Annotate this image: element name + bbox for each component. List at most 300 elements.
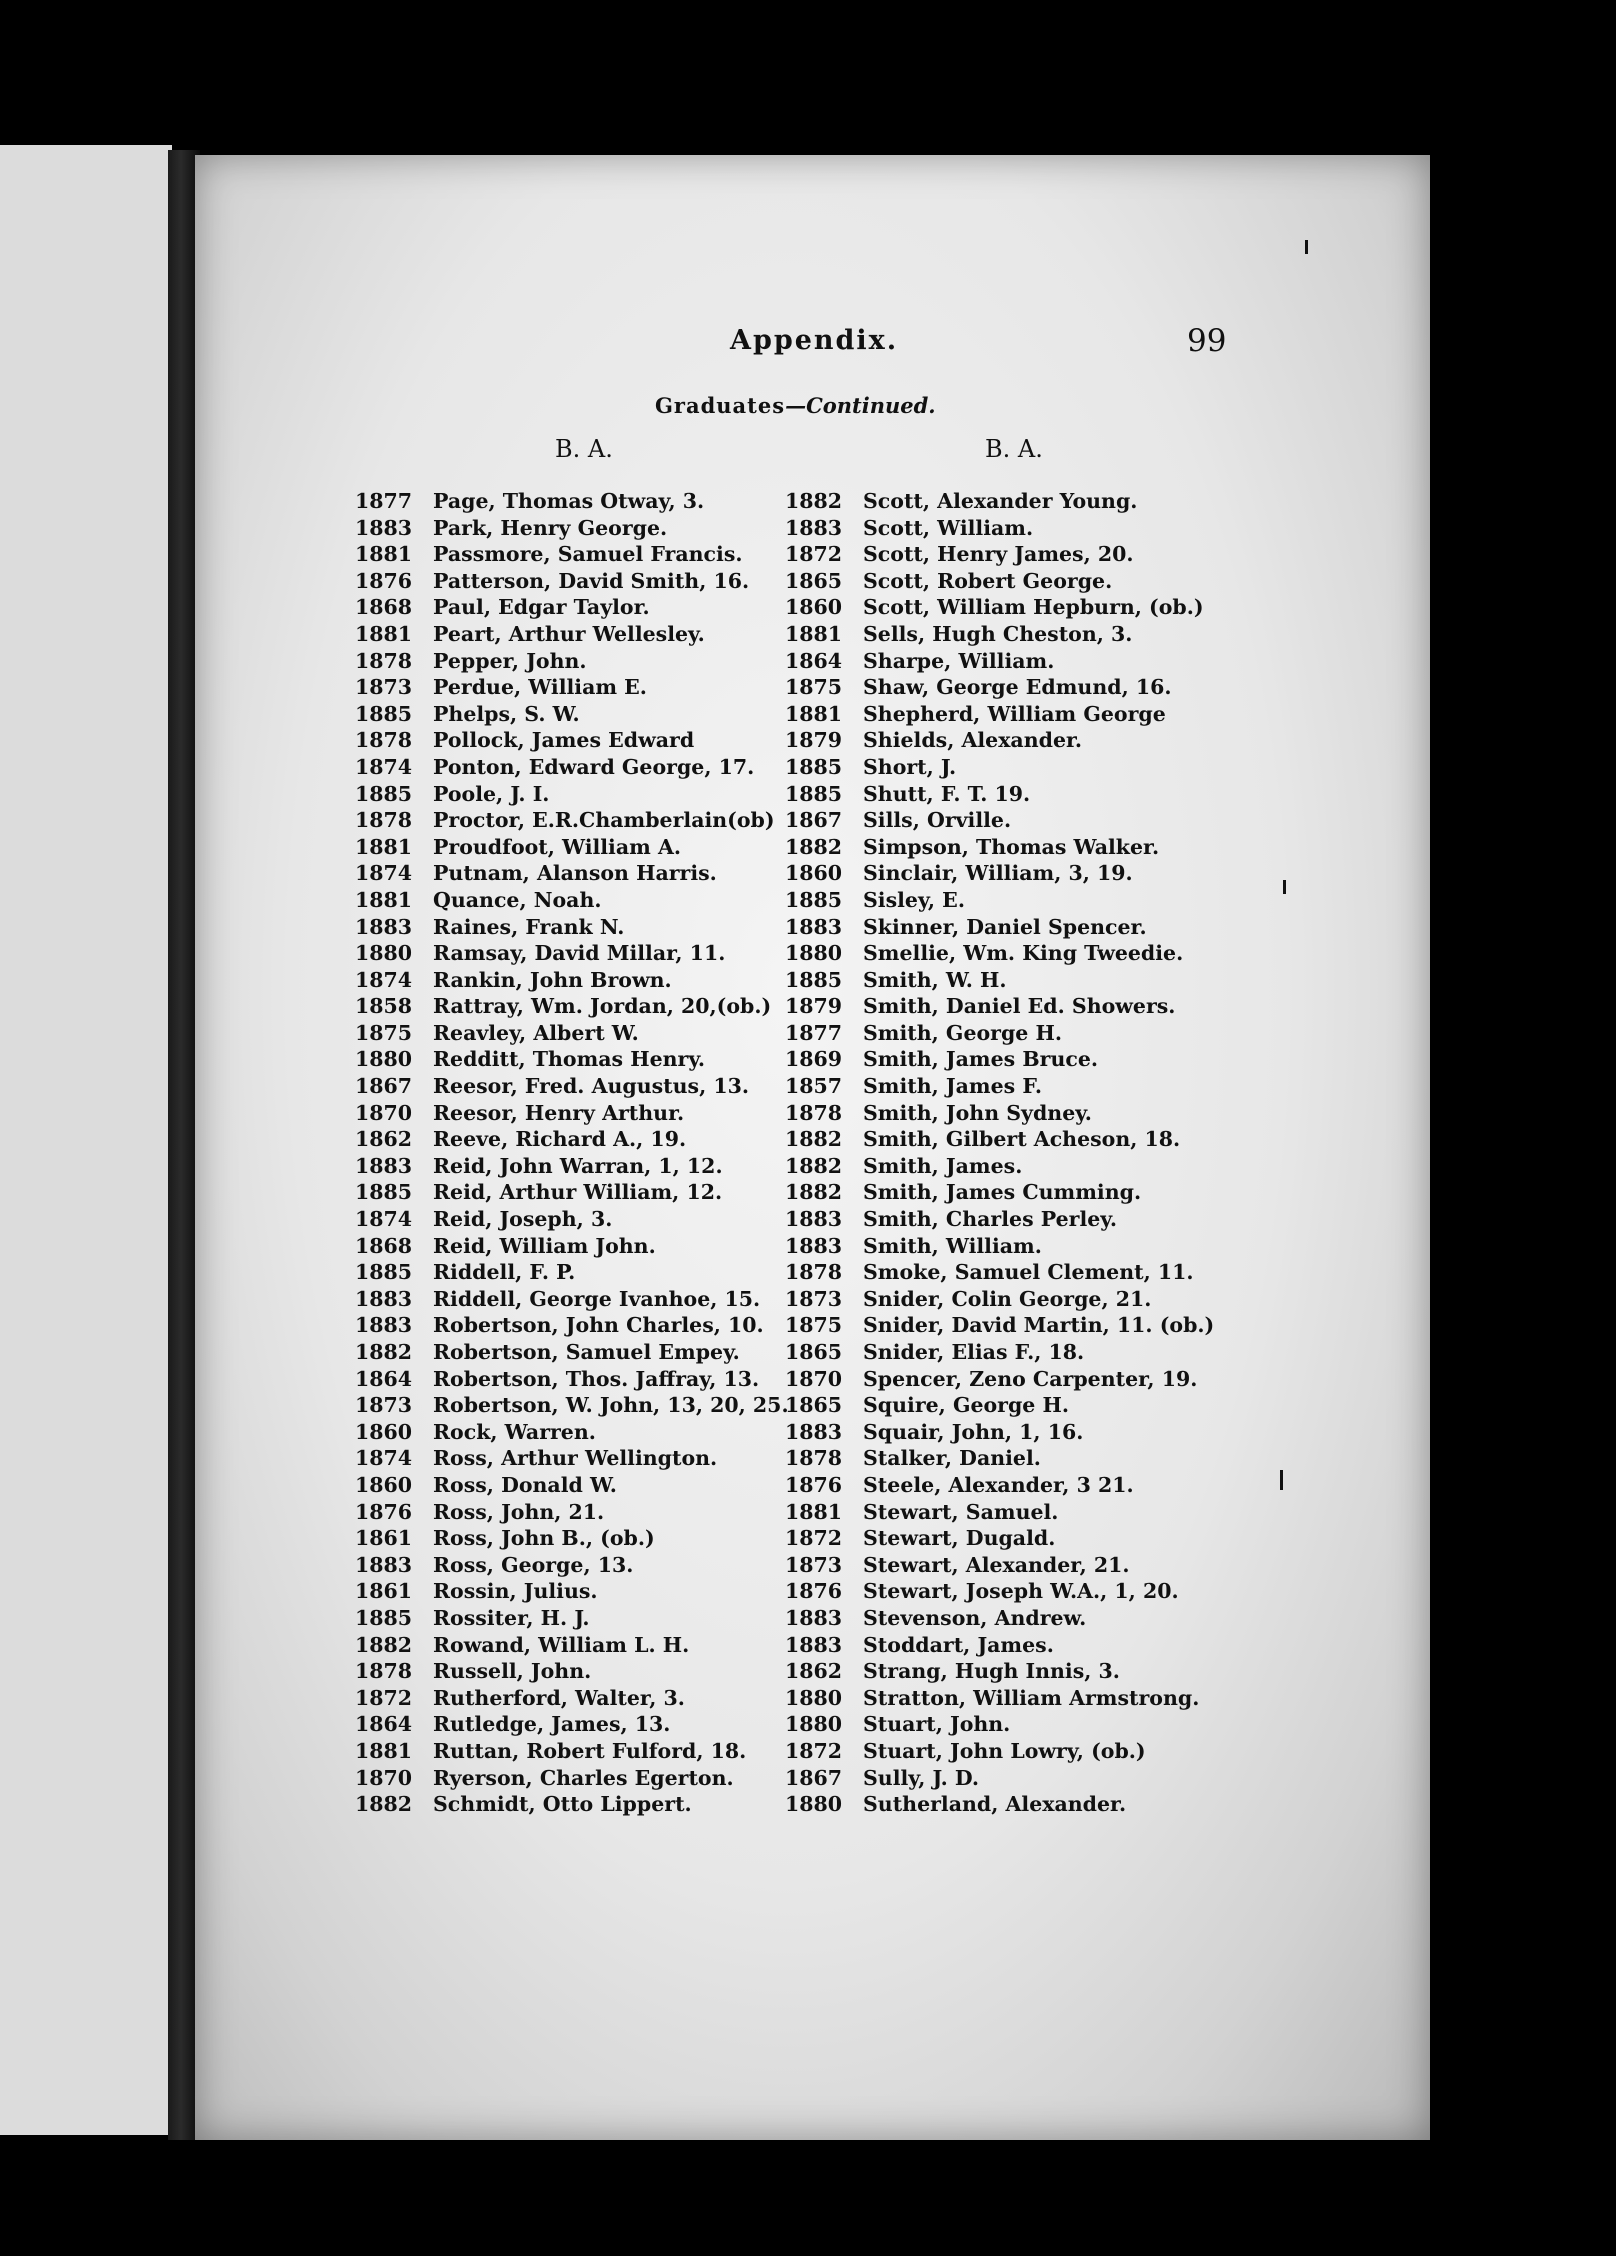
section-heading <box>655 393 936 418</box>
graduate-entry <box>355 1658 789 1685</box>
graduation-year: 1880 <box>355 941 413 966</box>
graduate-name: Raines, Frank N. <box>433 914 625 939</box>
graduate-name: Reeve, Richard A., 19. <box>433 1127 687 1152</box>
graduate-name: Reesor, Henry Arthur. <box>433 1100 685 1125</box>
graduation-year: 1857 <box>785 1074 843 1099</box>
graduation-year: 1861 <box>355 1579 413 1604</box>
graduate-entry <box>785 1578 1214 1605</box>
graduation-year: 1885 <box>785 754 843 779</box>
graduation-year: 1860 <box>785 595 843 620</box>
graduation-year: 1872 <box>355 1685 413 1710</box>
graduate-name: Robertson, Samuel Empey. <box>433 1340 740 1364</box>
graduate-name: Proctor, E.R.Chamberlain(ob) <box>433 808 775 833</box>
graduate-name: Page, Thomas Otway, 3. <box>433 489 705 513</box>
graduation-year: 1882 <box>355 1792 413 1817</box>
graduation-year: 1874 <box>355 861 413 886</box>
graduation-year: 1873 <box>785 1552 843 1577</box>
graduation-year: 1883 <box>785 1233 843 1258</box>
graduate-entry <box>355 1046 789 1073</box>
section-heading-title: Graduates <box>655 393 786 418</box>
graduate-entry <box>785 1445 1214 1472</box>
graduate-entry <box>785 754 1214 781</box>
graduate-name: Smith, John Sydney. <box>863 1100 1092 1125</box>
graduation-year: 1878 <box>785 1100 843 1125</box>
graduate-name: Reid, John Warran, 1, 12. <box>433 1153 723 1178</box>
graduation-year: 1883 <box>785 1605 843 1630</box>
graduate-name: Russell, John. <box>433 1659 592 1684</box>
graduation-year: 1862 <box>355 1127 413 1152</box>
graduate-name: Sells, Hugh Cheston, 3. <box>863 621 1133 646</box>
graduate-entry <box>785 621 1214 648</box>
graduation-year: 1864 <box>785 648 843 673</box>
graduate-name: Snider, Colin George, 21. <box>863 1286 1152 1311</box>
graduation-year: 1858 <box>355 994 413 1019</box>
graduation-year: 1872 <box>785 542 843 567</box>
graduate-entry <box>355 1578 789 1605</box>
graduate-name: Paul, Edgar Taylor. <box>433 595 650 620</box>
graduate-name: Ross, Donald W. <box>433 1472 617 1497</box>
graduate-name: Ross, Arthur Wellington. <box>433 1446 718 1471</box>
graduate-entry <box>355 515 789 542</box>
graduate-name: Peart, Arthur Wellesley. <box>433 621 705 646</box>
graduate-name: Stuart, John Lowry, (ob.) <box>863 1738 1146 1763</box>
graduate-name: Rankin, John Brown. <box>433 967 672 992</box>
left-column-heading: B. A. <box>555 435 613 463</box>
graduation-year: 1874 <box>355 1446 413 1471</box>
graduate-entry <box>355 887 789 914</box>
graduate-name: Sully, J. D. <box>863 1765 980 1790</box>
graduate-name: Stuart, John. <box>863 1712 1011 1737</box>
graduate-entry <box>355 967 789 994</box>
graduate-name: Smith, Gilbert Acheson, 18. <box>863 1127 1181 1152</box>
graduation-year: 1879 <box>785 728 843 753</box>
graduation-year: 1878 <box>355 1659 413 1684</box>
graduate-entry <box>785 860 1214 887</box>
graduation-year: 1878 <box>785 1260 843 1285</box>
graduate-name: Scott, William Hepburn, (ob.) <box>863 595 1204 620</box>
graduate-entry <box>355 1286 789 1313</box>
graduate-entry <box>355 568 789 595</box>
graduate-entry <box>355 1738 789 1765</box>
graduate-entry <box>355 1366 789 1393</box>
graduation-year: 1875 <box>355 1020 413 1045</box>
graduate-name: Ponton, Edward George, 17. <box>433 754 755 779</box>
graduation-year: 1865 <box>785 1393 843 1418</box>
graduation-year: 1883 <box>785 1207 843 1232</box>
graduate-name: Shaw, George Edmund, 16. <box>863 675 1172 700</box>
graduation-year: 1882 <box>785 1127 843 1152</box>
graduate-name: Passmore, Samuel Francis. <box>433 542 743 567</box>
graduation-year: 1882 <box>785 1180 843 1205</box>
graduation-year: 1874 <box>355 1207 413 1232</box>
graduation-year: 1880 <box>785 1685 843 1710</box>
facing-page-edge <box>0 145 172 2135</box>
graduate-name: Snider, David Martin, 11. (ob.) <box>863 1313 1215 1338</box>
graduate-name: Strang, Hugh Innis, 3. <box>863 1659 1120 1684</box>
graduation-year: 1876 <box>355 1499 413 1524</box>
graduate-name: Stoddart, James. <box>863 1632 1054 1657</box>
graduate-name: Smith, Charles Perley. <box>863 1207 1117 1232</box>
graduate-name: Sisley, E. <box>863 887 965 912</box>
graduate-name: Perdue, William E. <box>433 675 647 700</box>
graduation-year: 1876 <box>785 1579 843 1604</box>
graduation-year: 1870 <box>355 1100 413 1125</box>
graduate-entry <box>785 1153 1214 1180</box>
graduation-year: 1875 <box>785 675 843 700</box>
graduation-year: 1878 <box>785 1446 843 1471</box>
graduate-name: Smith, James Cumming. <box>863 1180 1142 1205</box>
graduate-name: Smith, William. <box>863 1233 1042 1258</box>
graduate-entry <box>785 1126 1214 1153</box>
graduate-entry <box>785 781 1214 808</box>
graduate-name: Scott, Alexander Young. <box>863 489 1138 513</box>
graduate-name: Stalker, Daniel. <box>863 1446 1041 1471</box>
graduate-entry <box>785 674 1214 701</box>
graduation-year: 1865 <box>785 568 843 593</box>
graduate-entry <box>355 1525 789 1552</box>
graduation-year: 1876 <box>785 1472 843 1497</box>
graduate-name: Scott, Robert George. <box>863 568 1113 593</box>
graduate-entry <box>785 967 1214 994</box>
graduation-year: 1882 <box>785 1153 843 1178</box>
graduate-name: Park, Henry George. <box>433 515 668 540</box>
graduate-name: Quance, Noah. <box>433 887 602 912</box>
graduate-entry <box>785 993 1214 1020</box>
left-column-list <box>355 488 789 1818</box>
graduate-entry <box>355 1419 789 1446</box>
graduate-entry <box>785 701 1214 728</box>
graduation-year: 1878 <box>355 728 413 753</box>
graduation-year: 1877 <box>785 1020 843 1045</box>
graduate-name: Shutt, F. T. 19. <box>863 781 1031 806</box>
running-head <box>195 325 1430 365</box>
graduate-name: Robertson, John Charles, 10. <box>433 1313 764 1338</box>
graduate-name: Stewart, Dugald. <box>863 1526 1056 1551</box>
graduate-name: Reavley, Albert W. <box>433 1020 639 1045</box>
graduate-name: Reid, Arthur William, 12. <box>433 1180 723 1205</box>
graduate-entry <box>355 1765 789 1792</box>
graduate-entry <box>785 1100 1214 1127</box>
graduate-name: Ross, John B., (ob.) <box>433 1526 655 1551</box>
graduation-year: 1880 <box>785 1712 843 1737</box>
graduate-name: Reid, William John. <box>433 1233 656 1258</box>
graduation-year: 1868 <box>355 595 413 620</box>
graduation-year: 1873 <box>785 1286 843 1311</box>
graduate-entry <box>785 1791 1214 1818</box>
graduation-year: 1881 <box>355 542 413 567</box>
graduate-name: Rossiter, H. J. <box>433 1605 590 1630</box>
graduation-year: 1861 <box>355 1526 413 1551</box>
graduate-name: Pepper, John. <box>433 648 587 673</box>
graduate-name: Reid, Joseph, 3. <box>433 1207 613 1232</box>
graduate-entry <box>785 1419 1214 1446</box>
graduation-year: 1882 <box>785 489 843 513</box>
graduation-year: 1870 <box>785 1366 843 1391</box>
graduate-entry <box>355 940 789 967</box>
graduation-year: 1885 <box>355 1260 413 1285</box>
graduate-name: Reesor, Fred. Augustus, 13. <box>433 1074 750 1099</box>
graduation-year: 1875 <box>785 1313 843 1338</box>
graduation-year: 1881 <box>355 834 413 859</box>
running-head-title: Appendix. <box>730 325 899 356</box>
graduate-entry <box>785 1366 1214 1393</box>
graduate-entry <box>355 1126 789 1153</box>
graduate-entry <box>785 568 1214 595</box>
graduation-year: 1883 <box>355 1153 413 1178</box>
graduate-entry <box>785 488 1214 515</box>
book-page <box>195 155 1430 2140</box>
graduation-year: 1873 <box>355 675 413 700</box>
graduation-year: 1860 <box>355 1472 413 1497</box>
graduation-year: 1883 <box>785 1419 843 1444</box>
graduate-name: Rossin, Julius. <box>433 1579 598 1604</box>
graduate-entry <box>785 1259 1214 1286</box>
graduate-name: Stewart, Samuel. <box>863 1499 1059 1524</box>
graduate-name: Simpson, Thomas Walker. <box>863 834 1160 859</box>
graduate-name: Smith, Daniel Ed. Showers. <box>863 994 1176 1019</box>
graduate-entry <box>355 648 789 675</box>
graduate-name: Rutherford, Walter, 3. <box>433 1685 685 1710</box>
graduate-name: Proudfoot, William A. <box>433 834 682 859</box>
graduate-name: Robertson, W. John, 13, 20, 25. <box>433 1393 789 1418</box>
graduate-entry <box>785 1312 1214 1339</box>
graduate-name: Riddell, George Ivanhoe, 15. <box>433 1286 761 1311</box>
graduate-entry <box>785 807 1214 834</box>
graduate-name: Scott, William. <box>863 515 1034 540</box>
graduate-name: Smith, James. <box>863 1153 1023 1178</box>
graduation-year: 1881 <box>785 1499 843 1524</box>
graduate-entry <box>355 1685 789 1712</box>
graduation-year: 1869 <box>785 1047 843 1072</box>
graduation-year: 1883 <box>355 914 413 939</box>
graduation-year: 1860 <box>355 1419 413 1444</box>
right-column-heading: B. A. <box>985 435 1043 463</box>
graduation-year: 1872 <box>785 1738 843 1763</box>
graduate-entry <box>355 621 789 648</box>
graduate-name: Smellie, Wm. King Tweedie. <box>863 941 1184 966</box>
graduation-year: 1870 <box>355 1765 413 1790</box>
graduate-entry <box>785 887 1214 914</box>
graduation-year: 1883 <box>785 515 843 540</box>
graduate-name: Spencer, Zeno Carpenter, 19. <box>863 1366 1198 1391</box>
graduate-name: Scott, Henry James, 20. <box>863 542 1134 567</box>
graduation-year: 1880 <box>355 1047 413 1072</box>
graduate-entry <box>785 834 1214 861</box>
graduation-year: 1873 <box>355 1393 413 1418</box>
graduation-year: 1864 <box>355 1712 413 1737</box>
graduation-year: 1881 <box>785 621 843 646</box>
graduation-year: 1883 <box>355 1552 413 1577</box>
graduate-name: Sinclair, William, 3, 19. <box>863 861 1133 886</box>
graduate-entry <box>355 1791 789 1818</box>
graduate-entry <box>355 834 789 861</box>
graduation-year: 1877 <box>355 489 413 513</box>
right-column-list <box>785 488 1214 1818</box>
ink-mark <box>1305 240 1308 254</box>
graduate-entry <box>355 1153 789 1180</box>
graduate-entry <box>785 1499 1214 1526</box>
graduation-year: 1865 <box>785 1340 843 1364</box>
graduate-name: Redditt, Thomas Henry. <box>433 1047 706 1072</box>
graduate-entry <box>785 1605 1214 1632</box>
graduate-name: Shields, Alexander. <box>863 728 1083 753</box>
graduation-year: 1874 <box>355 754 413 779</box>
graduate-entry <box>355 1206 789 1233</box>
graduation-year: 1880 <box>785 941 843 966</box>
graduation-year: 1885 <box>355 1180 413 1205</box>
graduate-name: Rowand, William L. H. <box>433 1632 690 1657</box>
graduate-entry <box>785 541 1214 568</box>
graduate-entry <box>355 541 789 568</box>
graduate-name: Shepherd, William George <box>863 701 1166 726</box>
graduate-name: Skinner, Daniel Spencer. <box>863 914 1147 939</box>
graduate-entry <box>785 1685 1214 1712</box>
graduate-entry <box>355 860 789 887</box>
graduate-entry <box>355 594 789 621</box>
graduate-name: Smith, James Bruce. <box>863 1047 1099 1072</box>
graduate-entry <box>785 515 1214 542</box>
graduation-year: 1867 <box>785 1765 843 1790</box>
section-heading-continued: —Continued. <box>785 393 936 418</box>
graduation-year: 1879 <box>785 994 843 1019</box>
graduation-year: 1881 <box>355 1738 413 1763</box>
graduation-year: 1881 <box>785 701 843 726</box>
graduate-entry <box>355 488 789 515</box>
graduate-name: Ryerson, Charles Egerton. <box>433 1765 734 1790</box>
graduate-entry <box>355 1339 789 1366</box>
graduate-name: Sutherland, Alexander. <box>863 1792 1127 1817</box>
graduation-year: 1885 <box>785 887 843 912</box>
graduate-name: Smith, James F. <box>863 1074 1042 1099</box>
graduate-name: Schmidt, Otto Lippert. <box>433 1792 692 1817</box>
graduate-entry <box>785 1525 1214 1552</box>
graduate-name: Robertson, Thos. Jaffray, 13. <box>433 1366 760 1391</box>
graduate-name: Smoke, Samuel Clement, 11. <box>863 1260 1194 1285</box>
graduate-name: Smith, W. H. <box>863 967 1007 992</box>
graduation-year: 1885 <box>355 701 413 726</box>
graduate-entry <box>355 1445 789 1472</box>
graduate-name: Sills, Orville. <box>863 808 1012 833</box>
graduate-entry <box>355 1632 789 1659</box>
graduate-name: Rattray, Wm. Jordan, 20,(ob.) <box>433 994 772 1019</box>
graduate-name: Poole, J. I. <box>433 781 550 806</box>
ink-mark <box>1283 880 1286 894</box>
graduate-entry <box>785 1552 1214 1579</box>
graduate-entry <box>785 1765 1214 1792</box>
graduation-year: 1882 <box>785 834 843 859</box>
graduate-entry <box>355 1179 789 1206</box>
graduate-entry <box>355 727 789 754</box>
graduate-entry <box>785 1632 1214 1659</box>
graduate-entry <box>355 754 789 781</box>
graduate-entry <box>785 1206 1214 1233</box>
graduate-name: Rutledge, James, 13. <box>433 1712 671 1737</box>
graduation-year: 1862 <box>785 1659 843 1684</box>
graduation-year: 1864 <box>355 1366 413 1391</box>
graduate-entry <box>355 1392 789 1419</box>
graduate-name: Short, J. <box>863 754 957 779</box>
graduate-name: Patterson, David Smith, 16. <box>433 568 750 593</box>
graduation-year: 1885 <box>785 781 843 806</box>
graduate-name: Stevenson, Andrew. <box>863 1605 1087 1630</box>
graduation-year: 1883 <box>785 1632 843 1657</box>
graduate-entry <box>355 1605 789 1632</box>
graduate-name: Ross, George, 13. <box>433 1552 634 1577</box>
graduate-entry <box>785 594 1214 621</box>
graduate-entry <box>785 1233 1214 1260</box>
graduate-name: Rock, Warren. <box>433 1419 596 1444</box>
graduate-name: Steele, Alexander, 3 21. <box>863 1472 1134 1497</box>
graduation-year: 1878 <box>355 808 413 833</box>
graduate-name: Ruttan, Robert Fulford, 18. <box>433 1738 747 1763</box>
graduate-entry <box>355 1020 789 1047</box>
graduation-year: 1878 <box>355 648 413 673</box>
graduation-year: 1860 <box>785 861 843 886</box>
graduation-year: 1867 <box>785 808 843 833</box>
graduate-name: Squair, John, 1, 16. <box>863 1419 1084 1444</box>
graduation-year: 1881 <box>355 621 413 646</box>
graduate-entry <box>355 701 789 728</box>
graduation-year: 1880 <box>785 1792 843 1817</box>
graduate-entry <box>355 1711 789 1738</box>
graduation-year: 1868 <box>355 1233 413 1258</box>
graduate-name: Phelps, S. W. <box>433 701 580 726</box>
graduate-name: Smith, George H. <box>863 1020 1062 1045</box>
graduate-entry <box>785 1711 1214 1738</box>
graduate-entry <box>785 1046 1214 1073</box>
graduate-entry <box>785 1179 1214 1206</box>
graduate-name: Sharpe, William. <box>863 648 1055 673</box>
graduate-entry <box>355 1472 789 1499</box>
graduate-entry <box>355 781 789 808</box>
graduate-entry <box>355 1259 789 1286</box>
graduation-year: 1883 <box>785 914 843 939</box>
graduate-entry <box>785 1286 1214 1313</box>
graduation-year: 1883 <box>355 515 413 540</box>
graduate-entry <box>355 1499 789 1526</box>
graduation-year: 1874 <box>355 967 413 992</box>
graduation-year: 1885 <box>355 781 413 806</box>
graduate-entry <box>355 1233 789 1260</box>
graduate-entry <box>355 993 789 1020</box>
graduate-name: Ross, John, 21. <box>433 1499 605 1524</box>
graduate-entry <box>355 914 789 941</box>
graduate-entry <box>785 648 1214 675</box>
graduate-entry <box>785 1472 1214 1499</box>
graduation-year: 1885 <box>355 1605 413 1630</box>
graduate-entry <box>785 1073 1214 1100</box>
graduation-year: 1867 <box>355 1074 413 1099</box>
graduation-year: 1882 <box>355 1340 413 1364</box>
graduate-entry <box>785 1392 1214 1419</box>
ink-mark <box>1280 1470 1283 1490</box>
graduate-name: Ramsay, David Millar, 11. <box>433 941 726 966</box>
graduation-year: 1881 <box>355 887 413 912</box>
graduation-year: 1872 <box>785 1526 843 1551</box>
graduate-name: Pollock, James Edward <box>433 728 695 753</box>
graduation-year: 1876 <box>355 568 413 593</box>
graduate-entry <box>355 1312 789 1339</box>
graduate-name: Stewart, Joseph W.A., 1, 20. <box>863 1579 1179 1604</box>
graduate-entry <box>785 1020 1214 1047</box>
graduate-entry <box>785 914 1214 941</box>
graduate-entry <box>785 1339 1214 1366</box>
graduate-name: Stewart, Alexander, 21. <box>863 1552 1130 1577</box>
graduate-entry <box>785 727 1214 754</box>
graduation-year: 1882 <box>355 1632 413 1657</box>
graduation-year: 1883 <box>355 1313 413 1338</box>
graduate-entry <box>355 807 789 834</box>
